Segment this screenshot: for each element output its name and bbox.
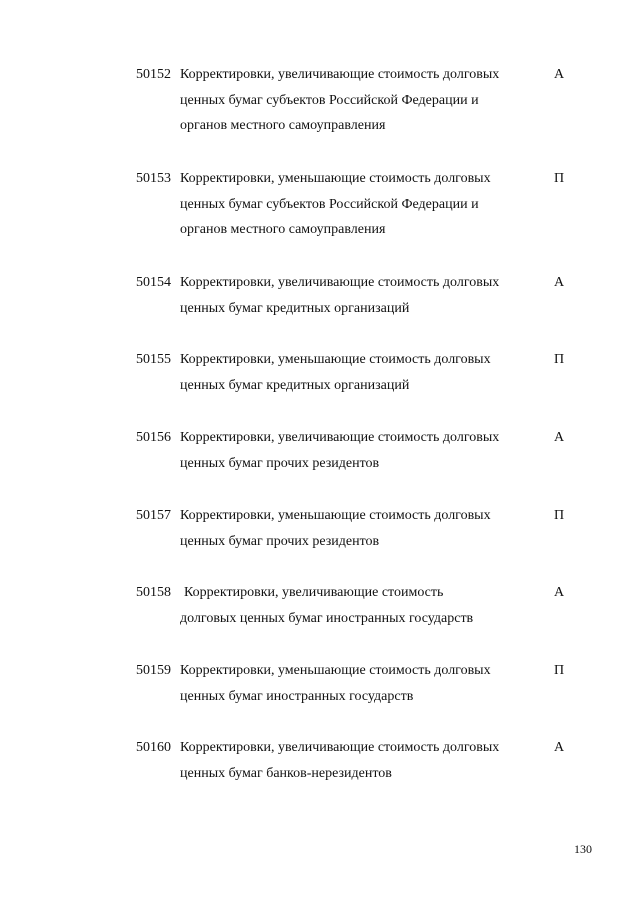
account-side: П [554,171,565,186]
account-code: 50152 [136,67,171,82]
description-line: Корректировки, уменьшающие стоимость долговых [180,508,491,523]
account-side: П [554,508,565,523]
description-line: Корректировки, увеличивающие стоимость долговых [180,430,500,445]
account-side: А [554,585,565,600]
account-description [180,347,535,398]
account-side: А [554,740,565,755]
account-side: П [554,663,565,678]
account-description [180,735,535,786]
account-description [180,166,535,243]
account-code: 50158 [136,585,171,600]
description-line: ценных бумаг иностранных государств [180,688,414,704]
description-line: Корректировки, увеличивающие стоимость долговых [180,275,500,290]
account-code: 50156 [136,430,171,445]
account-description [180,503,535,554]
account-side: А [554,275,565,290]
description-line: ценных бумаг прочих резидентов [180,533,380,549]
description-line: Корректировки, уменьшающие стоимость долговых [180,663,491,678]
account-code: 50159 [136,663,171,678]
description-line: Корректировки, уменьшающие стоимость долговых [180,171,491,186]
description-line: ценных бумаг прочих резидентов [180,455,380,471]
description-line: органов местного самоуправления [180,222,386,237]
account-side: А [554,430,565,445]
account-side: А [554,67,565,82]
description-line: Корректировки, увеличивающие стоимость [184,585,444,600]
description-line: ценных бумаг субъектов Российской Федерации и [180,92,479,108]
description-line: ценных бумаг кредитных организаций [180,300,410,316]
description-line: ценных бумаг субъектов Российской Федерации и [180,196,479,212]
account-side: П [554,352,565,367]
account-code: 50160 [136,740,171,755]
account-description [180,62,535,139]
description-line: Корректировки, уменьшающие стоимость долговых [180,352,491,367]
description-line: органов местного самоуправления [180,118,386,133]
account-code: 50154 [136,275,171,290]
account-code: 50153 [136,171,171,186]
account-description [180,658,535,709]
account-description [180,580,535,631]
account-description [180,270,535,321]
account-code: 50157 [136,508,171,523]
description-line: Корректировки, увеличивающие стоимость долговых [180,67,500,82]
description-line: Корректировки, увеличивающие стоимость долговых [180,740,500,755]
account-code: 50155 [136,352,171,367]
description-line: ценных бумаг кредитных организаций [180,377,410,393]
description-line: долговых ценных бумаг иностранных государств [180,610,474,626]
description-line: ценных бумаг банков-нерезидентов [180,765,392,781]
account-description [180,425,535,476]
page-number: 130 [574,842,592,856]
